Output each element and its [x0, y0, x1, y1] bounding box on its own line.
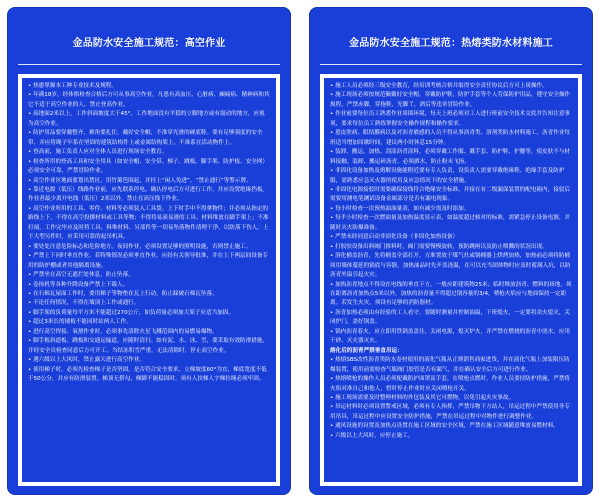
rule-item: • 热熔喷枪的操作人员必须配戴防护面罩及手套，在喷枪点燃时，作业人员要持防护措施，严禁将火焰对准自己和他人，暂时停止作业时应关闭喷枪开关。 [330, 376, 571, 392]
rule-item: • 严禁坐在高空无遮拦处休息，防止坠落。 [28, 272, 134, 279]
rule-item: • 使用梯子时，必须先检查梯子是否坚固，是否符合安全要求。立梯坡度60°为宜，梯底宽度不低于50公分，并应有防滑装置。梯顶无搭勾，梯脚不能稳固时，须有人扶梯人字梯拉绳必须牢固。 [28, 366, 267, 383]
rule-item: • 沥青加热必须由有经验的工人看守，要随时测量并控制油温，下班熄火，一定要将余火熄灭，关闭炉门，盖好锅盖。 [330, 309, 571, 326]
right-title-divider [320, 64, 582, 65]
rule-item: • 热熔SBS改性沥青类防水卷材使用的液化气瓶从正规销售商家进货，并在液化气瓶上加装限压防爆装置，使用前需检查气瓶阀门胶管是否有漏气，并在确认安全后方可进行作业。 [330, 357, 570, 373]
rule-item: • 施工现场需要及时整理材料的外包装及其它可燃物，以免引起火灾事故。 [330, 394, 515, 401]
rule-item: • 超过3米长的铺板不能同时站两人工作。 [28, 319, 132, 326]
rule-item: • 防护用品要穿戴整齐，裤角要扎住，戴好安全帽，不准穿光滑的硬底鞋。要有足够强度的安全带，并应将绳子牢系在坚固的建筑结构件上或金属结构架上，不准系在活动物件上。 [28, 130, 263, 146]
rule-item: • 患皮肤病、眼结膜病以及对沥青敏感的人员不得从事沥青类、溶剂类防水材料施工。沥青作业每班适当增加间歇时间，建议两小时休息15分钟。 [330, 130, 571, 146]
rule-item: • 高空作业区地面要划出禁区，用竹篱笆围起，并挂上“闲人免进”、“禁止通行”等警示牌。 [28, 177, 252, 184]
right-board-body-frame [320, 74, 582, 486]
rule-item: • 非固化电源接驳时需要确保接线符合绝缘安全标准，并接在有二级漏保装置的配电箱内，接驳后需要用测电笔测试设备金属部分是否有漏电现象。 [330, 186, 571, 203]
rule-item: • 靠近电源（低压）线路作业前，应先联系停电。确认停电后方可进行工作，并应设置绝缘挡板。作业者最少离开电线（低压）2米以外，禁止在高压线下作业。 [28, 186, 269, 203]
rule-item: • 每小时检查一次预热油油量表，如有减少需及时添加。 [330, 205, 470, 212]
rule-item: • 打胶胶设备出料阀门推料时，阀门需要慢慢旋转，预防跳闸以及防止喷溅的状况出现。 [330, 243, 548, 250]
rule-item: • 检查所用的登高工具和安全用具（如安全帽、安全带、梯子、跳板、脚手架、防护板、安全网）必须安全可靠，严禁冒险作业。 [28, 158, 269, 175]
right-board-title: 金品防水安全施工规范：热熔类防水材料施工 [349, 38, 553, 49]
rule-item: • 卷扬机等各种升降设备严禁上下载人。 [28, 281, 129, 288]
rule-item: • 登高前，施工负责人应对全体人员进行现场安全教育。 [28, 149, 168, 156]
rule-item: • 锅内沥青着火，应立即用铁锅盖盖住，关闭电源，熄灭炉火，并严禁在燃烧的沥青中浇水，应用干砂、灭火器灭火。 [330, 328, 571, 345]
rule-item: • 进行高空焊接、氧割作业时，必须事先清除火星飞溅范围内的易燃易爆物。 [28, 328, 218, 335]
rule-item: • 六级以上大风时，应停止施工。 [330, 432, 414, 439]
rule-item: • 作业前要每位员工熟悉作业周围环境，每天上班必须对工人进行班前安全技术交底并告知注意事项，要求每位员工熟练掌握安全操作规程和操作要求。 [330, 111, 571, 127]
right-board-body [324, 78, 578, 482]
rule-item: • 加热沥青地点不得设在电线的垂直下方，一般应距建筑物25米；临时堆放沥青、燃料的场地，须在距离沥青加热点5米以外，加热的沥青量不得超过锅容量的3/4，喷枪火焰应与地面保持一定距离。若发生火灾，须设有足够的消防器材。 [330, 281, 572, 307]
rule-item: • 溶化桶盖沥青，先将桶盖全部打开，方准置放于煤气灶或锅桶器上烘烤加热，加热前必须将防桶周用墙体蔓延的锅底与容器，加热油品时先开盖浇温，在可以充当固体物时应及时蓄满入坑，以防沥青外溢引起火灾。 [330, 253, 571, 279]
rule-item: • 热愚掌握本工种专业技术及规程。 [28, 83, 117, 89]
rule-item: • 遇六级以上大风时，禁止露天进行高空作业。 [28, 357, 145, 364]
rule-item: 熔化后的沥青严禁垂直吊运： [330, 347, 403, 354]
right-notice-board [310, 8, 592, 494]
rule-item: • 施工现场必须按规范佩戴好安全帽，穿戴防护鞋，防护手套等个人劳保防护用品，遵守安全操作规程，严禁赤脚，穿拖鞋，光脚丫，酒后等违章冒险作业。 [330, 92, 571, 108]
rule-item: • 高地面2米以上，工作斜面坡度大于45°，工作地面没有平稳的立脚地方或有震动的地方，应视为高空作业。 [28, 111, 265, 127]
left-board-body [22, 78, 276, 482]
left-board-title: 金品防水安全施工规范：高空作业 [72, 38, 226, 49]
rule-item: • 年满18岁，经体格检查合格后方可从事高空作业，凡患有高血压、心脏病、癫痫病、精神病和其它不适于高空作业的人，禁止登高作业。 [28, 92, 270, 108]
rule-item: • 不论任何情况，不得在墙顶上工作或通行。 [28, 300, 140, 307]
rule-item: • 在石棉瓦屋面工作时，要用梯子等物垫在瓦上行动，防止踩破石棉瓦坠落。 [28, 290, 218, 297]
rule-item: • 装卸、搬运、加热、刮涂沥青涂料，必须穿戴工作服、戴手套、防护鞋、护腰等，使皮肤不与材料接触。装卸、搬运碎沥青，必须洒水，防止粉末飞扬。 [330, 149, 571, 165]
rule-item: • 严禁上下同时垂直作业。若特殊情况必须垂直作业，应经有关领导批准，并在上下两层间设备专用的防护棚或者其他隔离设施。 [28, 253, 269, 269]
left-title-divider [18, 64, 280, 65]
rule-item: • 通风设施的设置及加热点设置在施工区域的安全区域，严禁在施工区域随意堆放易燃材料。 [330, 423, 559, 430]
left-notice-board [8, 8, 290, 494]
rule-item: • 施工人员必须经三级安全教育，经培训考核合格并取得安全责任协议后方可上岗操作。 [330, 83, 548, 89]
rule-item: • 吊运材料时必须设置警戒区域，必须有专人指挥，严禁吊物下方站人，吊运过程中严禁使用非专用吊具，吊运过程中应设置安全防护措施，严禁在吊运过程中对物件进行调整作业。 [330, 404, 571, 420]
left-board-body-frame [18, 74, 280, 486]
rule-item: • 脚手架的负荷量每平方米不能超过270公斤，如负荷量必须加大架子应适当加固。 [28, 309, 234, 316]
rule-item: • 要处处注意危险标志和危险地方。夜间作业，必须设置足够的照明设施，否则禁止施工。 [28, 243, 252, 250]
rule-item: • 脚手板斜道板、跳板和交通运输道，应随时清扫。如有泥、水、冰、雪，要采取有效防滑措施，并经安全员检查同意后方可开工。当结冻积雪严重，无法清除时，停止高空作业。 [28, 338, 269, 354]
rule-item: • 每半小时检查一次燃油量及加热温度显示表，如温度超过核对的标准，需紧急停止设备电源，并随时灭火防爆准备。 [330, 215, 571, 231]
rule-item: • 高空作业所用的工具、零件、材料等必须装入工具袋。上下时手中不得拿物件；并必须从指定的路线上下，不得在高空投掷材料或工具等物；不得将易滚易滑的工具、材料堆放在脚手架上；不准打闹。工作完毕应及时将工具、料堆材料、另部件等一切易坠落物件清理干净，以防落下伤人。上下大型另件时，应采用可靠的起吊机具。 [28, 205, 269, 241]
rule-item: • 非固化设备加热及熔解设施能附近要有专人负责，设负责人需要穿戴绝缘鞋、绝缘手套及防护服，需熟悉应急灭火器的使用及应急情况下的安全措施。 [330, 168, 565, 184]
rule-item: • 严禁未经同意启动非固化设备（非固化加热设备） [330, 234, 459, 241]
